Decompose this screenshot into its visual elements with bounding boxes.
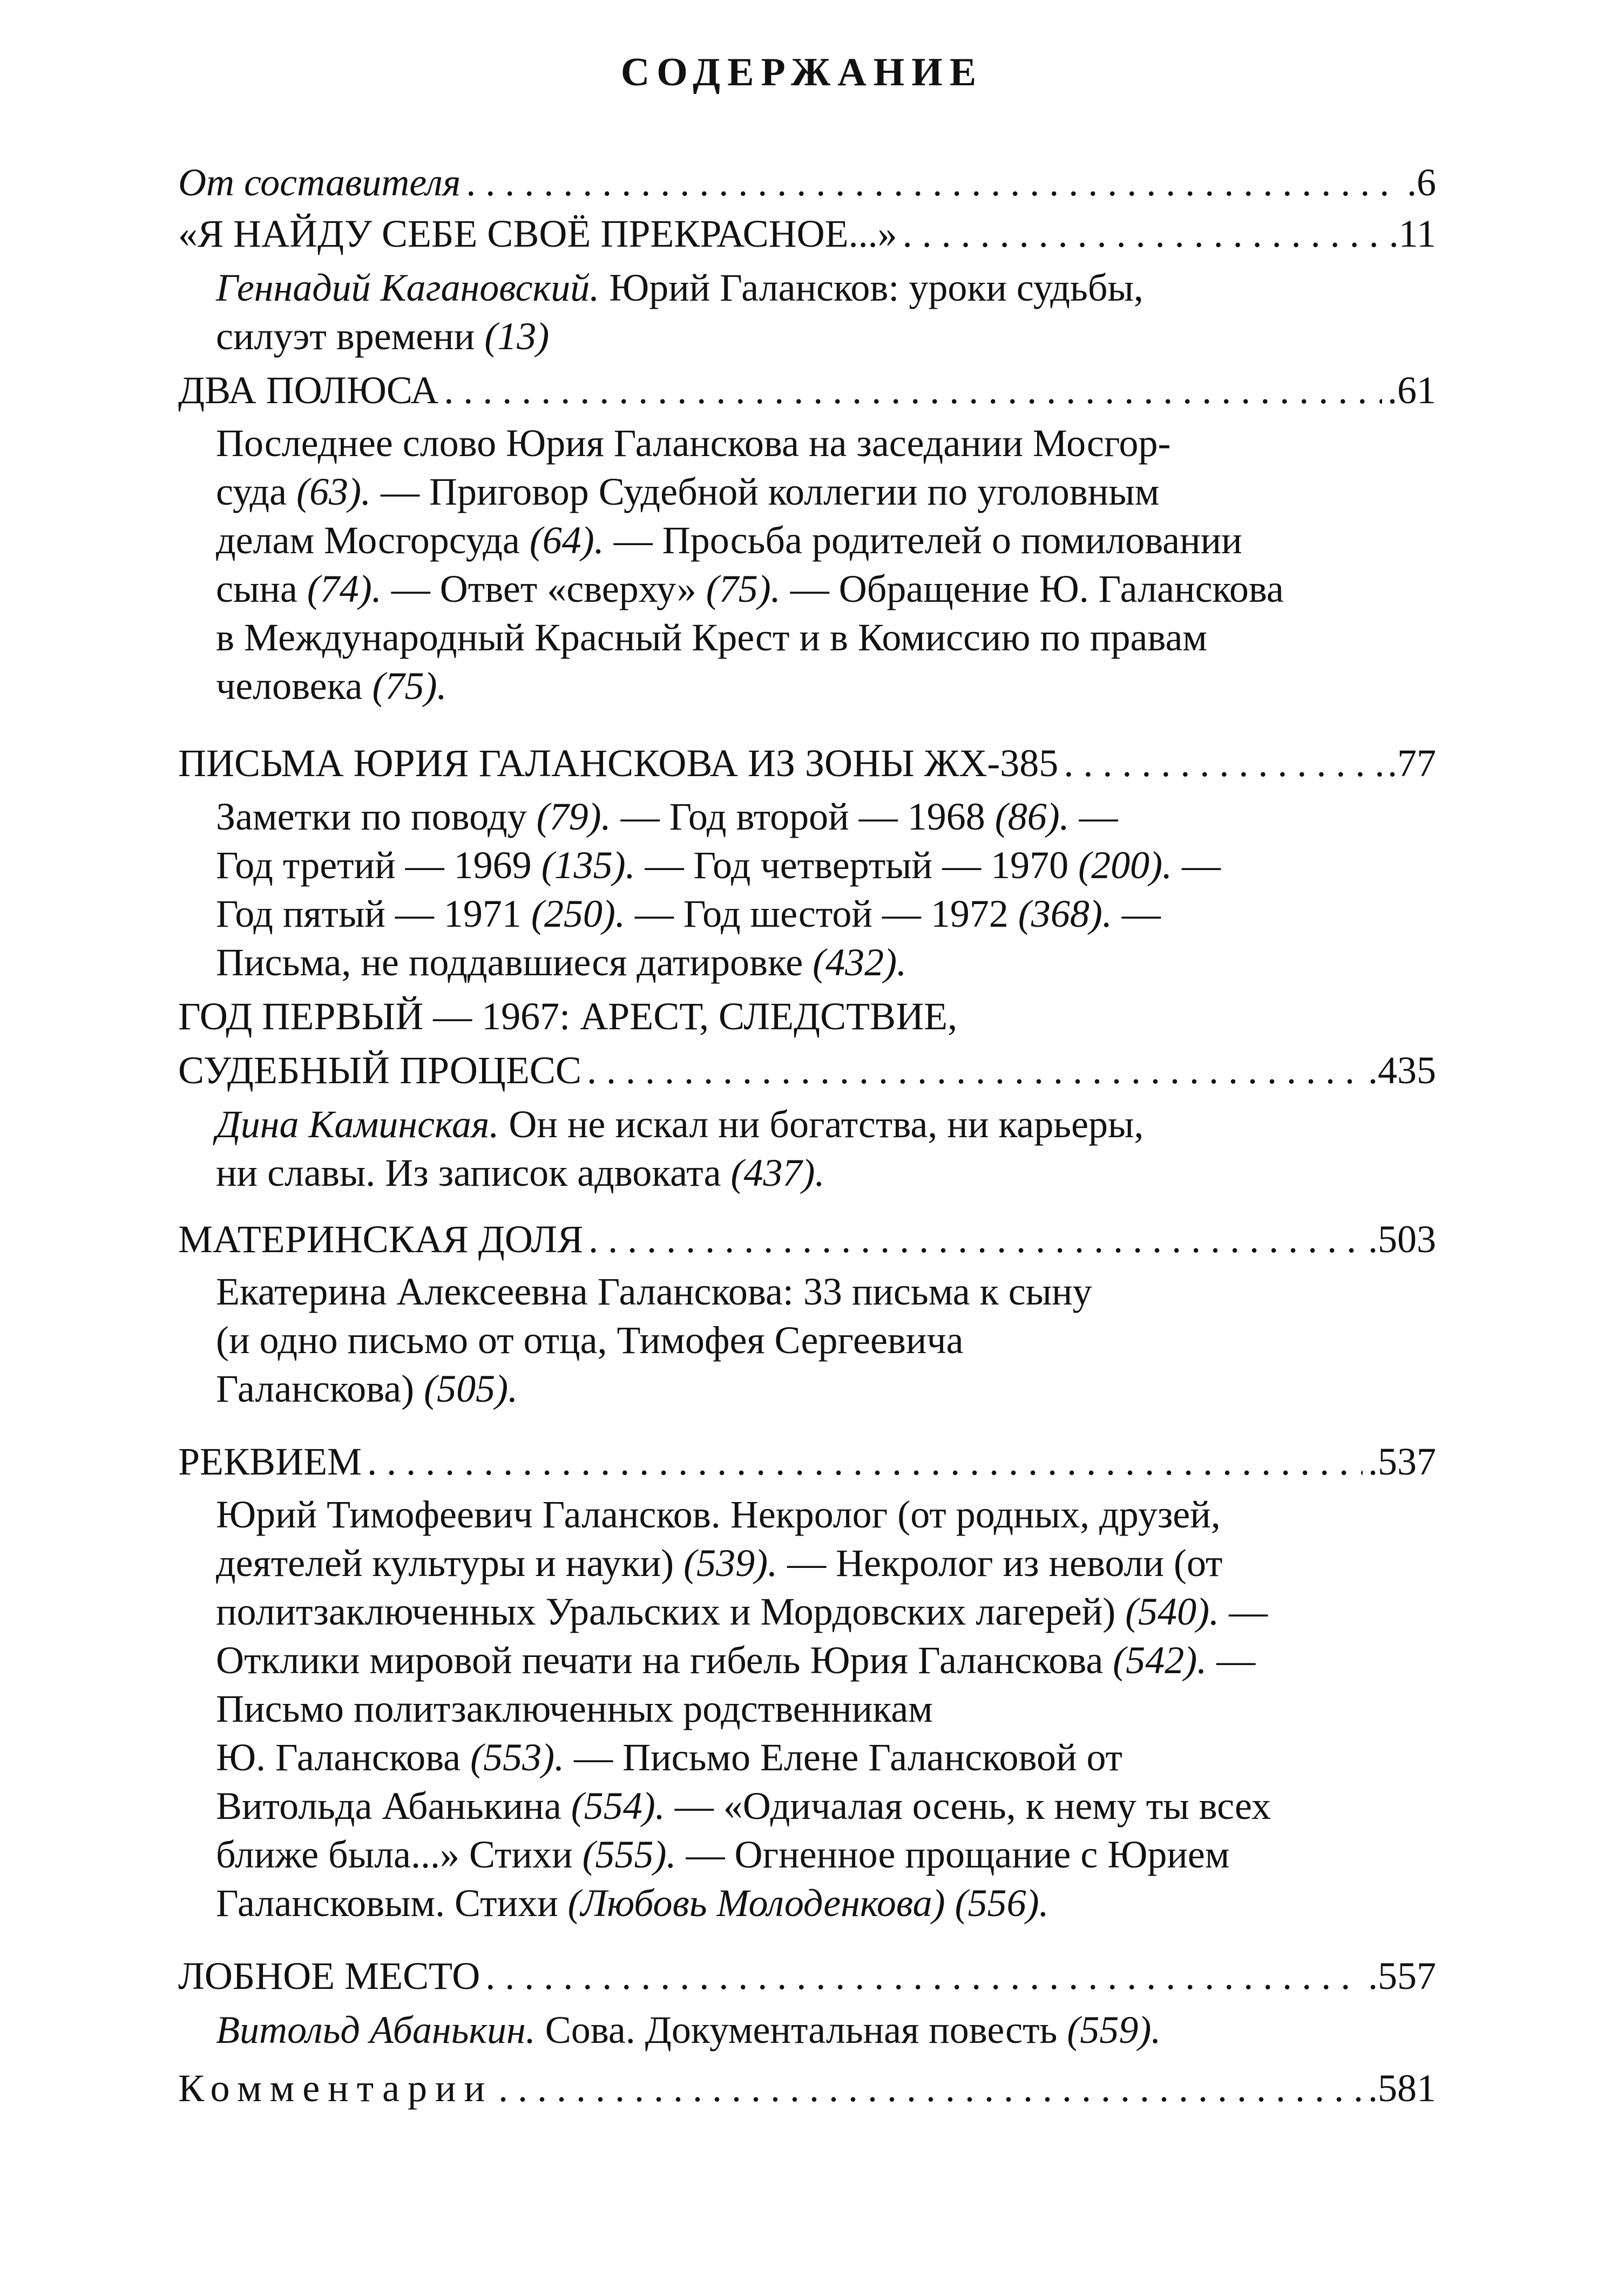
dot-leader (498, 2069, 1363, 2108)
toc-subentry-line: Письма, не поддавшиеся датировке (432). (216, 941, 907, 984)
toc-entry[interactable] (178, 1954, 1436, 1998)
toc-entry-page: .77 (1388, 742, 1436, 785)
toc-subentry-line: Юрий Тимофеевич Галансков. Некролог (от родных, друзей, (216, 1493, 1221, 1536)
toc-entry-title: ПИСЬМА ЮРИЯ ГАЛАНСКОВА ИЗ ЗОНЫ ЖХ-385 (178, 742, 1059, 785)
toc-entry-page: .6 (1407, 161, 1436, 204)
toc-subentry-line: Год третий — 1969 (135). — Год четвертый — 1970 (200). — (216, 844, 1221, 887)
toc-subentry-line: ни славы. Из записок адвоката (437). (216, 1151, 825, 1194)
toc-subentry-line: политзаключенных Уральских и Мордовских лагерей) (540). — (216, 1590, 1268, 1633)
toc-subentry-line: (и одно письмо от отца, Тимофея Сергеевича (216, 1319, 964, 1362)
toc-subentry-line: Ю. Галанскова (553). — Письмо Елене Галансковой от (216, 1736, 1123, 1779)
toc-entry[interactable] (178, 744, 1436, 783)
toc-subentry-line: Отклики мировой печати на гибель Юрия Галанскова (542). — (216, 1639, 1256, 1682)
dot-leader (485, 1957, 1363, 1995)
toc-subentry-line: Галансковым. Стихи (Любовь Молоденкова) (556). (216, 1881, 1049, 1925)
toc-entry-title: ЛОБНОЕ МЕСТО (178, 1954, 480, 1998)
toc-entry-page: .11 (1389, 212, 1436, 255)
toc-entry-page: .61 (1388, 369, 1436, 412)
toc-entry-page: .503 (1368, 1218, 1436, 1261)
toc-subentry-line: Витольда Абанькина (554). — «Одичалая осень, к нему ты всех (216, 1784, 1271, 1828)
toc-subentry-line: Письмо политзаключенных родственникам (216, 1687, 933, 1730)
dot-leader (903, 214, 1384, 253)
toc-subentry-line: сына (74). — Ответ «сверху» (75). — Обращение Ю. Галанскова (216, 567, 1284, 610)
dot-leader (444, 371, 1382, 410)
dot-leader (1064, 744, 1382, 783)
toc-subentry-line: в Международный Красный Крест и в Комиссию по правам (216, 616, 1207, 659)
toc-entry-page: .435 (1368, 1049, 1436, 1092)
toc-subentry-line: деятелей культуры и науки) (539). — Некролог из неволи (от (216, 1541, 1223, 1585)
toc-entry-page: .557 (1368, 1954, 1436, 1998)
toc-entry-title: От составителя (178, 161, 461, 204)
toc-entry[interactable] (178, 163, 1436, 202)
toc-entry-page: .581 (1368, 2067, 1436, 2110)
toc-subentry-line: Геннадий Кагановский. Юрий Галансков: уроки судьбы, (216, 266, 1143, 309)
toc-subentry-line: делам Мосгорсуда (64). — Просьба родителей о помиловании (216, 519, 1242, 562)
toc-title: СОДЕРЖАНИЕ (620, 50, 984, 94)
toc-entry[interactable] (178, 371, 1436, 410)
toc-entry[interactable] (178, 1442, 1436, 1481)
toc-subentry-line: Последнее слово Юрия Галанскова на заседании Мосгор- (216, 422, 1171, 465)
toc-subentry-line: ближе была...» Стихи (555). — Огненное прощание с Юрием (216, 1833, 1230, 1876)
toc-entry[interactable] (178, 1220, 1436, 1259)
toc-entry-page: .537 (1368, 1440, 1436, 1483)
dot-leader (367, 1442, 1363, 1481)
toc-entry-title-line1[interactable]: ГОД ПЕРВЫЙ — 1967: АРЕСТ, СЛЕДСТВИЕ, (178, 995, 958, 1038)
toc-subentry-line: Екатерина Алексеевна Галанскова: 33 письма к сыну (216, 1270, 1092, 1313)
toc-subentry-line: силуэт времени (13) (216, 315, 550, 358)
dot-leader (466, 163, 1402, 202)
dot-leader (588, 1220, 1363, 1259)
toc-subentry-line: Витольд Абанькин. Сова. Документальная повесть (559). (216, 2008, 1161, 2052)
toc-subentry-line: Заметки по поводу (79). — Год второй — 1968 (86). — (216, 795, 1118, 838)
dot-leader (587, 1051, 1363, 1090)
toc-entry-title: МАТЕРИНСКАЯ ДОЛЯ (178, 1218, 584, 1261)
toc-entry-title: «Я НАЙДУ СЕБЕ СВОЁ ПРЕКРАСНОЕ...» (178, 212, 897, 255)
toc-subentry-line: суда (63). — Приговор Судебной коллегии по уголовным (216, 470, 1160, 513)
toc-entry-title: ДВА ПОЛЮСА (178, 369, 439, 412)
toc-subentry-line: Год пятый — 1971 (250). — Год шестой — 1972 (368). — (216, 892, 1161, 935)
toc-entry-title: СУДЕБНЫЙ ПРОЦЕСС (178, 1049, 581, 1092)
toc-subentry-line: человека (75). (216, 664, 447, 708)
toc-entry[interactable] (178, 214, 1436, 253)
toc-entry[interactable] (178, 1051, 1436, 1090)
toc-subentry-line: Дина Каминская. Он не искал ни богатства, ни карьеры, (216, 1103, 1144, 1146)
toc-entry[interactable] (178, 2069, 1436, 2108)
toc-entry-title: РЕКВИЕМ (178, 1440, 362, 1483)
toc-entry-title: Комментарии (178, 2067, 493, 2110)
toc-subentry-line: Галанскова) (505). (216, 1367, 518, 1410)
